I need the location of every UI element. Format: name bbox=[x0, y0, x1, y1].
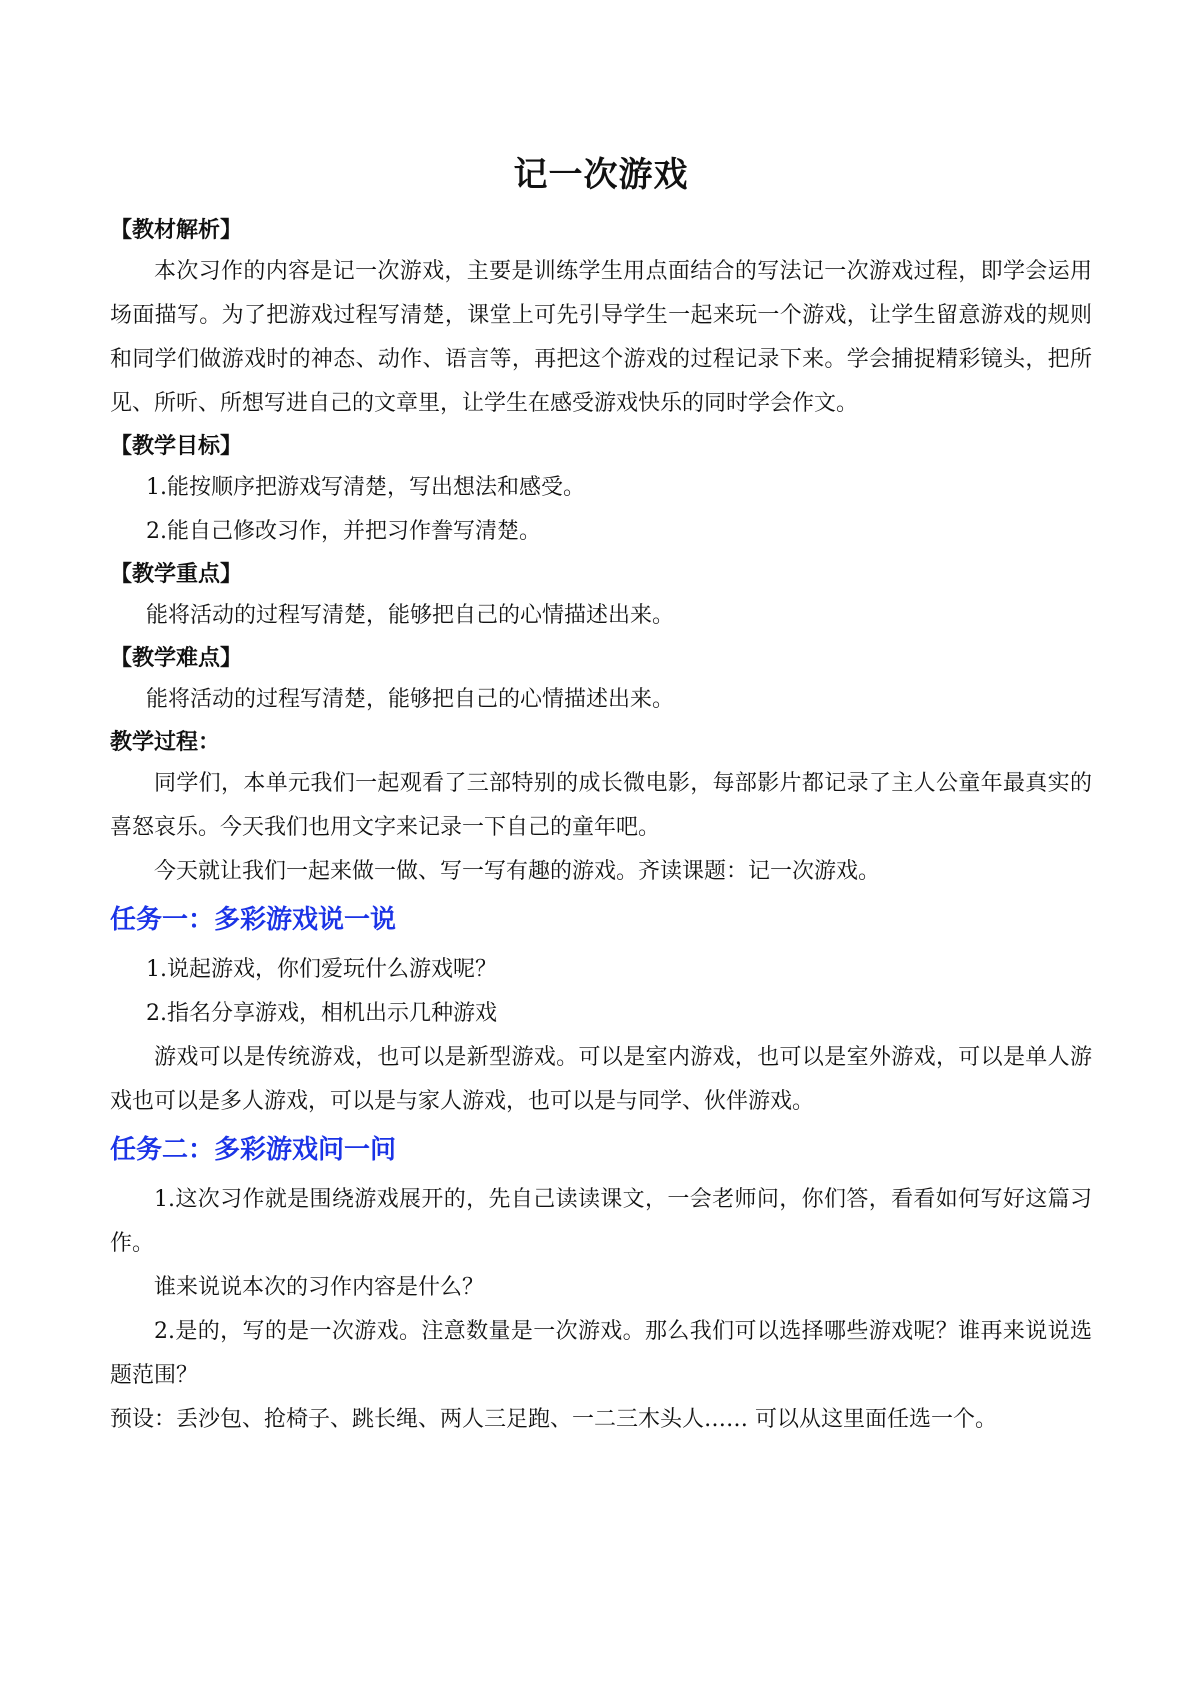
task1-item-1: 1.说起游戏，你们爱玩什么游戏呢？ bbox=[146, 957, 497, 982]
task2-item-2: 2.是的，写的是一次游戏。注意数量是一次游戏。那么我们可以选择哪些游戏呢？谁再来说说选题范围？ bbox=[110, 1319, 1092, 1388]
section-heading-keypoint: 【教学重点】 bbox=[110, 561, 243, 587]
goal-item-2: 2.能自己修改习作，并把习作誊写清楚。 bbox=[146, 519, 541, 544]
task2-heading: 任务二：多彩游戏问一问 bbox=[110, 1135, 397, 1165]
document-page bbox=[110, 150, 1092, 1442]
section-heading-analysis: 【教材解析】 bbox=[110, 217, 243, 243]
section-heading-goals: 【教学目标】 bbox=[110, 433, 243, 459]
process-paragraph-2: 今天就让我们一起来做一做、写一写有趣的游戏。齐读课题：记一次游戏。 bbox=[154, 859, 881, 884]
task2-item-1: 1.这次习作就是围绕游戏展开的，先自己读读课文，一会老师问，你们答，看看如何写好这篇习作。 bbox=[110, 1187, 1092, 1256]
analysis-paragraph: 本次习作的内容是记一次游戏，主要是训练学生用点面结合的写法记一次游戏过程，即学会运用场面描写。为了把游戏过程写清楚，课堂上可先引导学生一起来玩一个游戏，让学生留意游戏的规则和同学们做游戏时的神态、动作、语言等，再把这个游戏的过程记录下来。学会捕捉精彩镜头，把所见、所听、所想写进自己的文章里，让学生在感受游戏快乐的同时学会作文。 bbox=[110, 259, 1092, 416]
section-heading-process: 教学过程： bbox=[110, 729, 221, 755]
task2-question: 谁来说说本次的习作内容是什么？ bbox=[154, 1275, 485, 1300]
task1-heading: 任务一：多彩游戏说一说 bbox=[110, 905, 397, 935]
keypoint-paragraph: 能将活动的过程写清楚，能够把自己的心情描述出来。 bbox=[146, 603, 675, 628]
goal-item-1: 1.能按顺序把游戏写清楚，写出想法和感受。 bbox=[146, 475, 585, 500]
process-paragraph-1: 同学们，本单元我们一起观看了三部特别的成长微电影，每部影片都记录了主人公童年最真实的喜怒哀乐。今天我们也用文字来记录一下自己的童年吧。 bbox=[110, 771, 1092, 840]
task1-item-2: 2.指名分享游戏，相机出示几种游戏 bbox=[146, 1001, 497, 1026]
task1-paragraph: 游戏可以是传统游戏，也可以是新型游戏。可以是室内游戏，也可以是室外游戏，可以是单人游戏也可以是多人游戏，可以是与家人游戏，也可以是与同学、伙伴游戏。 bbox=[110, 1045, 1092, 1114]
task2-preset: 预设：丢沙包、抢椅子、跳长绳、两人三足跑、一二三木头人…… 可以从这里面任选一个。 bbox=[110, 1407, 997, 1432]
section-heading-difficulty: 【教学难点】 bbox=[110, 645, 243, 671]
difficulty-paragraph: 能将活动的过程写清楚，能够把自己的心情描述出来。 bbox=[146, 687, 675, 712]
document-title: 记一次游戏 bbox=[513, 155, 689, 195]
